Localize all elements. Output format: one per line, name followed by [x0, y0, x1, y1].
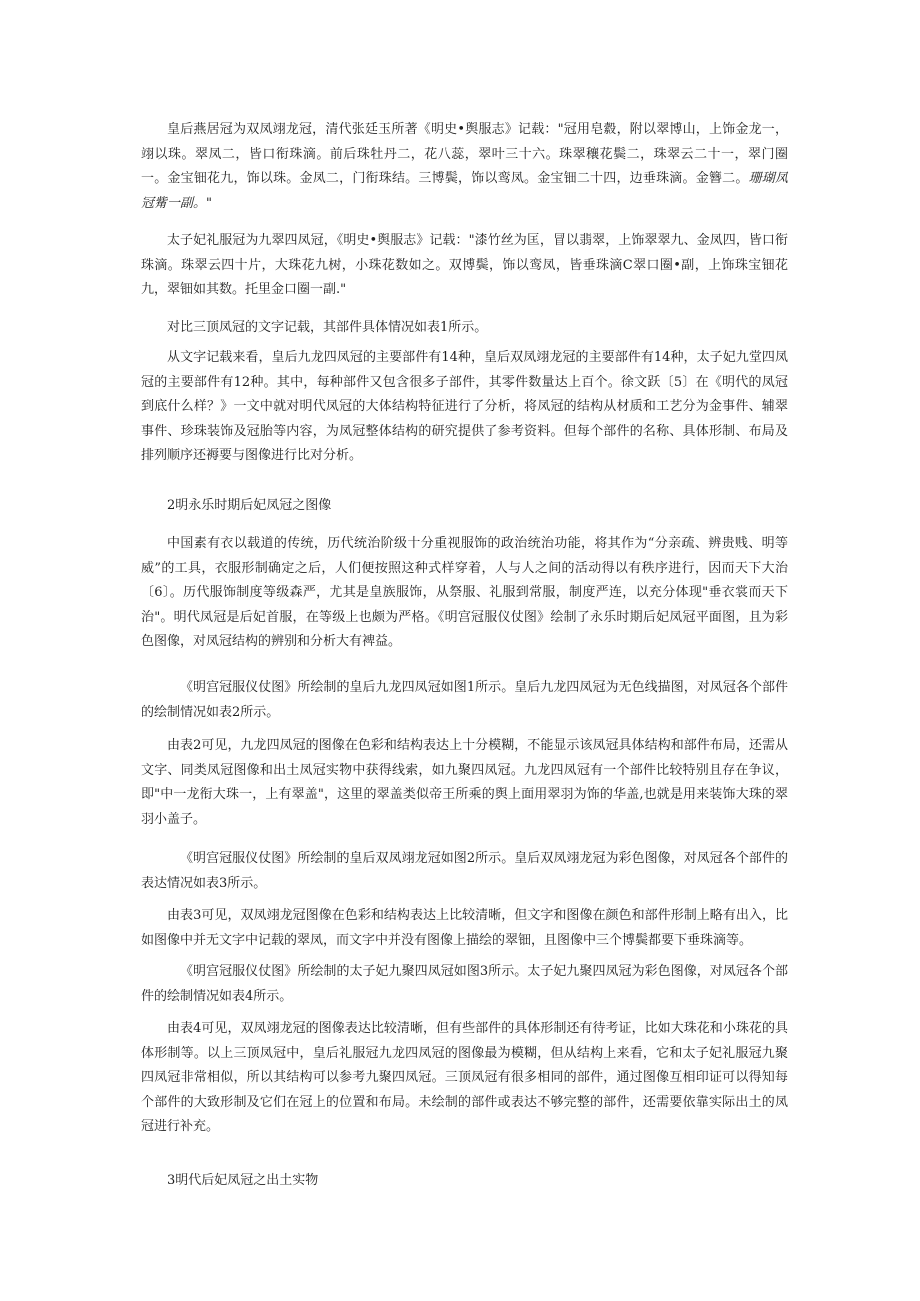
paragraph-2	[141, 229, 788, 303]
paragraph-1	[141, 118, 788, 216]
paragraph-5-text: 中国素有衣以载道的传统，历代统治阶级十分重视服饰的政治统治功能，将其作为“分亲疏、辨贵贱、明等威”的工具，衣服形制确定之后，人们便按照这种式样穿着，人与人之间的活动得以有秩序进行，因而天下大治〔6〕。历代服饰制度等级森严，尤其是皇族服饰，从祭服、礼服到常服，制度严连，以充分体现"垂衣裳而天下治"。明代凤冠是后妃首服，在等级上也颇为严格。《明宫冠服仪仗图》绘制了永乐时期后妃凤冠平面图，且为彩色图像，对凤冠结构的辨别和分析大有裨益。	[141, 536, 788, 650]
paragraph-1-italic-tail: 珊瑚凤冠觜一副。"	[141, 171, 788, 211]
paragraph-4	[141, 346, 788, 469]
paragraph-7-text: 由表2可见，九龙四凤冠的图像在色彩和结构表达上十分模糊，不能显示该凤冠具体结构和部件布局，还需从文字、同类凤冠图像和出土凤冠实物中获得线索，如九聚四凤冠。九龙四凤冠有一个部件比较特别且存在争议，即"中一龙衔大珠一，上有翠盖"，这里的翠盖类似帝王所乘的舆上面用翠羽为饰的华盖,也就是用来装饰大珠的翠羽小盖子。	[141, 738, 788, 827]
paragraph-2-text: 太子妃礼服冠为九翠四凤冠，《明史•舆服志》记载："漆竹丝为匡，冒以翡翠，上饰翠翠九、金凤四，皆口衔珠滴。珠翠云四十片，大珠花九树，小珠花数如之。双博鬓，饰以鸾凤，皆垂珠滴C翠口圈•副，上饰珠宝钿花九，翠钿如其数。托里金口圈一副."	[141, 233, 788, 298]
paragraph-10	[141, 960, 788, 1009]
section-heading-3-text: 3明代后妃凤冠之出土实物	[167, 1173, 319, 1188]
paragraph-11	[141, 1017, 788, 1140]
paragraph-4-text: 从文字记载来看，皇后九龙四凤冠的主要部件有14种，皇后双凤翊龙冠的主要部件有14种，太子妃九堂四凤冠的主要部件有12种。其中，每种部件又包含很多子部件，其零件数量达上百个。徐文跃〔5〕在《明代的凤冠到底什么样？》一文中就对明代凤冠的大体结构特征进行了分析，将凤冠的结构从材质和工艺分为金事件、辅翠事件、珍珠装饰及冠胎等内容，为凤冠整体结构的研究提供了参考资料。但每个部件的名称、具体形制、布局及排列顺序还褥要与图像进行比对分析。	[141, 350, 788, 464]
paragraph-6-text: 《明宫冠服仪仗图》所绘制的皇后九龙四凤冠如图1所示。皇后九龙四凤冠为无色线描图，对凤冠各个部件的绘制情况如表2所示。	[141, 680, 788, 720]
section-heading-2-text: 2明永乐时期后妃凤冠之图像	[167, 498, 332, 513]
paragraph-6	[141, 676, 788, 725]
section-heading-2	[141, 494, 788, 518]
paragraph-5	[141, 532, 788, 655]
paragraph-1-text: 皇后燕居冠为双凤翊龙冠，清代张廷玉所著《明史•舆服志》记载："冠用皂縠，附以翠博山，上饰金龙一，翊以珠。翠凤二，皆口衔珠滴。前后珠牡丹二，花八蕊，翠叶三十六。珠翠穰花鬓二，珠翠云二十一，翠门圈一。金宝钿花九，饰以珠。金凤二，门衔珠结。三博鬓，饰以鸾凤。金宝钿二十四，边垂珠滴。金簪二。	[141, 122, 788, 187]
paragraph-8-text: 《明宫冠服仪仗图》所绘制的皇后双凤翊龙冠如图2所示。皇后双凤翊龙冠为彩色图像，对凤冠各个部件的表达情况如表3所示。	[141, 851, 788, 891]
paragraph-8	[141, 847, 788, 896]
section-heading-3	[141, 1169, 788, 1193]
paragraph-10-text: 《明宫冠服仪仗图》所绘制的太子妃九聚四凤冠如图3所示。太子妃九聚四凤冠为彩色图像，对凤冠各个部件的绘制情况如表4所示。	[141, 964, 788, 1004]
paragraph-11-text: 由表4可见，双凤翊龙冠的图像表达比较清晰，但有些部件的具体形制还有待考证，比如大珠花和小珠花的具体形制等。以上三顶凤冠中，皇后礼服冠九龙四凤冠的图像最为模糊，但从结构上来看，它和太子妃礼服冠九聚四凤冠非常相似，所以其结构可以参考九聚四凤冠。三顶凤冠有很多相同的部件，通过图像互相印证可以得知每个部件的大致形制及它们在冠上的位置和布局。未绘制的部件或表达不够完整的部件，还需要依靠实际出土的凤冠进行补充。	[141, 1021, 788, 1135]
paragraph-3-text: 对比三顶凤冠的文字记载，其部件具体情况如表1所示。	[167, 320, 488, 335]
paragraph-9	[141, 904, 788, 953]
paragraph-7	[141, 734, 788, 832]
paragraph-9-text: 由表3可见，双凤翊龙冠图像在色彩和结构表达上比较清晰，但文字和图像在颜色和部件形制上略有出入，比如图像中并无文字中记载的翠凤，而文字中并没有图像上描绘的翠钿，且图像中三个博鬓都要下垂珠滴等。	[141, 908, 788, 948]
paragraph-3	[141, 316, 788, 341]
